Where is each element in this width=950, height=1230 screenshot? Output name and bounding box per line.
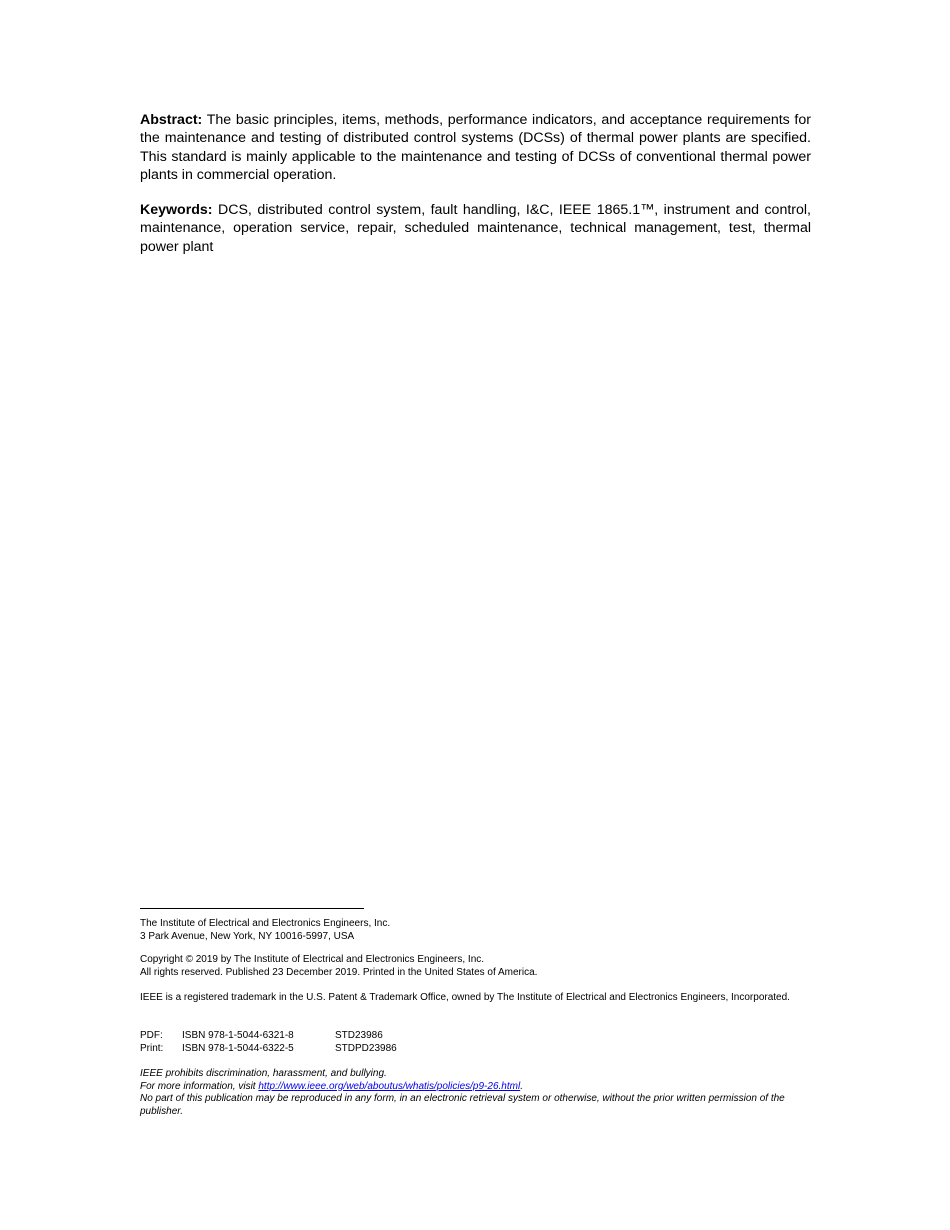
document-page [140, 0, 811, 1230]
isbn-product-code: STDPD23986 [335, 1042, 397, 1054]
abstract-paragraph [140, 111, 811, 185]
policy-link[interactable]: http://www.ieee.org/web/aboutus/whatis/policies/p9-26.html [258, 1080, 521, 1092]
isbn-format-label: PDF: [140, 1030, 163, 1041]
policy-info-line [140, 1081, 820, 1094]
isbn-row-print [140, 1043, 820, 1056]
isbn-product-code: STD23986 [335, 1030, 383, 1041]
isbn-number: ISBN 978-1-5044-6321-8 [182, 1030, 294, 1041]
keywords-label: Keywords: [140, 202, 213, 218]
policy-suffix: . [520, 1080, 523, 1092]
isbn-table [140, 1030, 820, 1055]
copyright-line-1: Copyright © 2019 by The Institute of Electrical and Electronics Engineers, Inc. [140, 954, 485, 965]
isbn-row-pdf [140, 1030, 820, 1043]
copyright-block [140, 954, 820, 979]
policy-prefix: For more information, visit [140, 1080, 259, 1092]
isbn-number: ISBN 978-1-5044-6322-5 [182, 1042, 294, 1054]
keywords-text: DCS, distributed control system, fault handling, I&C, IEEE 1865.1™, instrument and control, maintenance, operation service, repair, scheduled maintenance, technical management, test, thermal power plant [140, 202, 811, 255]
address-line-2: 3 Park Avenue, New York, NY 10016-5997, USA [140, 930, 355, 942]
publisher-address [140, 918, 820, 943]
policy-notice [140, 1068, 820, 1118]
reproduction-notice: No part of this publication may be reproduced in any form, in an electronic retrieval system or otherwise, without the prior written permission of the publisher. [140, 1093, 785, 1117]
abstract-text: The basic principles, items, methods, performance indicators, and acceptance requirements for the maintenance and testing of distributed control systems (DCSs) of thermal power plants are specified. This standard is mainly applicable to the maintenance and testing of DCSs of conventional thermal power plants in commercial operation. [140, 112, 811, 184]
isbn-format-label: Print: [140, 1042, 164, 1054]
abstract-label: Abstract: [140, 112, 203, 128]
keywords-paragraph [140, 201, 811, 256]
trademark-notice [140, 992, 820, 1005]
trademark-text: IEEE is a registered trademark in the U.S. Patent & Trademark Office, owned by The Institute of Electrical and Electronics Engineers, Incorporated. [140, 992, 790, 1003]
address-line-1: The Institute of Electrical and Electronics Engineers, Inc. [140, 918, 391, 929]
footer-divider [140, 908, 364, 909]
copyright-line-2: All rights reserved. Published 23 December 2019. Printed in the United States of America. [140, 966, 538, 978]
policy-statement: IEEE prohibits discrimination, harassment, and bullying. [140, 1068, 387, 1079]
